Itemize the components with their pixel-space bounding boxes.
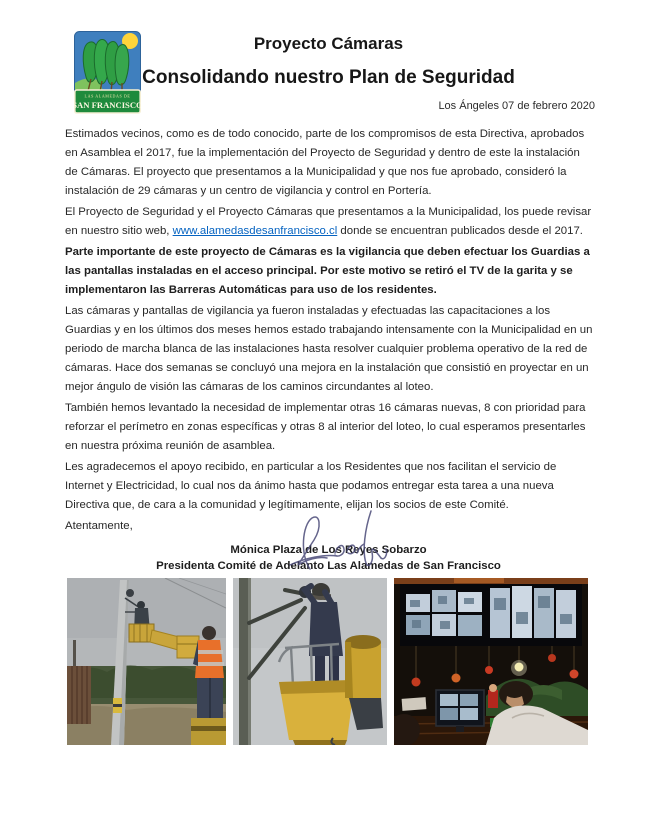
page-title: Proyecto Cámaras: [253, 34, 404, 53]
website-link[interactable]: www.alamedasdesanfrancisco.cl: [172, 225, 338, 237]
signature-block: [0, 542, 657, 574]
paragraph-4: Las cámaras y pantallas de vigilancia ya fueron instaladas y efectuadas las capacitaciones a los Guardias y en los últimos dos meses hemos estado trabajando intensamente con la Municipalidad en un periodo de marcha blanca de las instalaciones hasta resolver cualquier problema operativo de la red de cámaras. Hace dos semanas se concluyó una mejora en la instalación que consistió en proyectar en un mejor ángulo de visión las cámaras de los caminos circundantes al loteo.: [65, 305, 593, 393]
organization-logo: [74, 31, 141, 114]
photo-camera-installation-wide: [67, 578, 226, 745]
alamedas-logo-icon: [74, 31, 141, 114]
letter-body: [65, 125, 594, 536]
logo-banner-line1: LAS ALAMEDAS DE: [84, 93, 131, 99]
document-date: Los Ángeles 07 de febrero 2020: [438, 100, 595, 112]
logo-banner-line2: SAN FRANCISCO: [74, 100, 141, 110]
paragraph-1: Estimados vecinos, como es de todo conocido, parte de los compromisos de esta Directiva, aprobados en Asamblea el 2017, fue la implementación del Proyecto de Seguridad y dentro de este la instalación de Cámaras. El proyecto que presentamos a la Municipalidad y que nos fue aprobado, consideró la instalación de 29 cámaras y un centro de vigilancia y control en Portería.: [65, 128, 585, 197]
photo-control-room-monitors: [394, 578, 588, 745]
paragraph-2: [65, 203, 594, 241]
signer-title: Presidenta Comité de Adelanto Las Alamedas de San Francisco: [156, 560, 501, 572]
paragraph-5: También hemos levantado la necesidad de implementar otras 16 cámaras nuevas, 8 con prioridad para reforzar el perímetro en zonas específicas y otras 8 al interior del loteo, lo cual esperamos presentarles en nuestra próxima reunión de asamblea.: [65, 402, 586, 452]
paragraph-2-post: donde se encuentran publicados desde el 2017.: [337, 225, 583, 237]
closing-salutation: Atentamente,: [65, 520, 133, 532]
photo-strip: [67, 578, 657, 745]
page-subtitle: Consolidando nuestro Plan de Seguridad: [142, 67, 515, 88]
paragraph-2-pre: El Proyecto de Seguridad y el Proyecto Cámaras que presentamos a la Municipalidad, los puede revisar en nuestro sitio web,: [65, 206, 592, 237]
signer-name: Mónica Plaza de Los Reyes Sobarzo: [230, 544, 427, 556]
paragraph-3-bold: Parte importante de este proyecto de Cámaras es la vigilancia que deben efectuar los Guardias a las pantallas instaladas en el acceso principal. Por este motivo se retiró el TV de la garita y se implementaron las Barreras Automáticas para uso de los residentes.: [65, 246, 590, 296]
photo-camera-installation-closeup: [233, 578, 387, 745]
paragraph-6: Les agradecemos el apoyo recibido, en particular a los Residentes que nos facilitan el servicio de Internet y Electricidad, lo cual nos da ánimo hasta que podamos entregar esta tarea a una nueva Directiva que, de cara a la comunidad y legítimamente, elijan los socios de este Comité.: [65, 461, 557, 511]
